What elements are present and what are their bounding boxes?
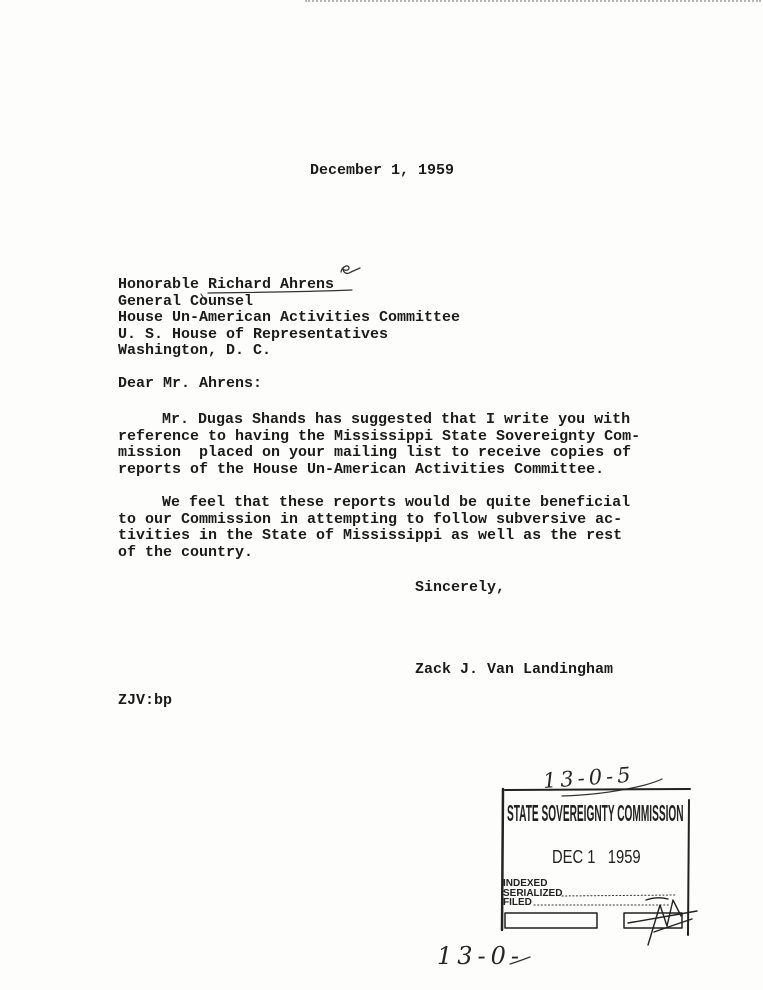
paragraph-line: reference to having the Mississippi State Sovereignty Com-: [118, 427, 641, 445]
salutation: Dear Mr. Ahrens:: [118, 375, 263, 392]
paragraph-1: [118, 412, 640, 478]
stamp-field-filed: FILED: [503, 897, 532, 908]
stamp-dotted-line-serialized: [562, 895, 676, 896]
stamp-box-left: [505, 913, 597, 928]
closing: Sincerely,: [415, 579, 506, 596]
handwritten-file-number-top: 13-0-5: [542, 762, 636, 793]
paragraph-line: tivities in the State of Mississippi as well as the rest: [118, 527, 623, 545]
address-line-city: Washington, D. C.: [118, 342, 272, 360]
stamp-date-wrap: [552, 847, 648, 869]
recipient-address: [118, 277, 460, 360]
handwritten-file-number-bottom: 13-0-: [437, 942, 525, 970]
stamp-box-right: [624, 913, 682, 928]
letter-date: December 1, 1959: [310, 162, 455, 179]
paragraph-line: Mr. Dugas Shands has suggested that I write you with: [162, 411, 631, 428]
paragraph-line: to our Commission in attempting to follow subversive ac-: [118, 510, 623, 528]
reference-initials: ZJV:bp: [118, 692, 173, 709]
signature-scribble: [628, 898, 697, 945]
paragraph-2: [118, 495, 630, 561]
stamp-border-left: [502, 789, 503, 930]
stamp-field-indexed: INDEXED: [503, 878, 548, 889]
stamp-title-wrap: [507, 801, 689, 827]
paragraph-line: mission placed on your mailing list to receive copies of: [118, 444, 632, 462]
handwritten-correction-mark: [341, 266, 360, 273]
stamp-field-serialized: SERIALIZED: [503, 888, 563, 899]
paragraph-line: We feel that these reports would be quite beneficial: [162, 494, 631, 511]
address-line-name: Honorable Richard Ahrens: [118, 276, 335, 293]
address-line-house: U. S. House of Representatives: [118, 325, 389, 343]
address-line-committee: House Un-American Activities Committee: [118, 309, 461, 327]
paragraph-line: reports of the House Un-American Activities Committee.: [118, 460, 605, 478]
address-line-title: General Counsel: [118, 292, 254, 310]
paragraph-line: of the country.: [118, 543, 254, 561]
stamp-title: STATE SOVEREIGNTY COMMISSION: [507, 801, 684, 826]
top-dotted-edge: [305, 0, 761, 2]
stamp-date: DEC 1 1959: [552, 847, 641, 867]
signer-name: Zack J. Van Landingham: [415, 661, 614, 678]
